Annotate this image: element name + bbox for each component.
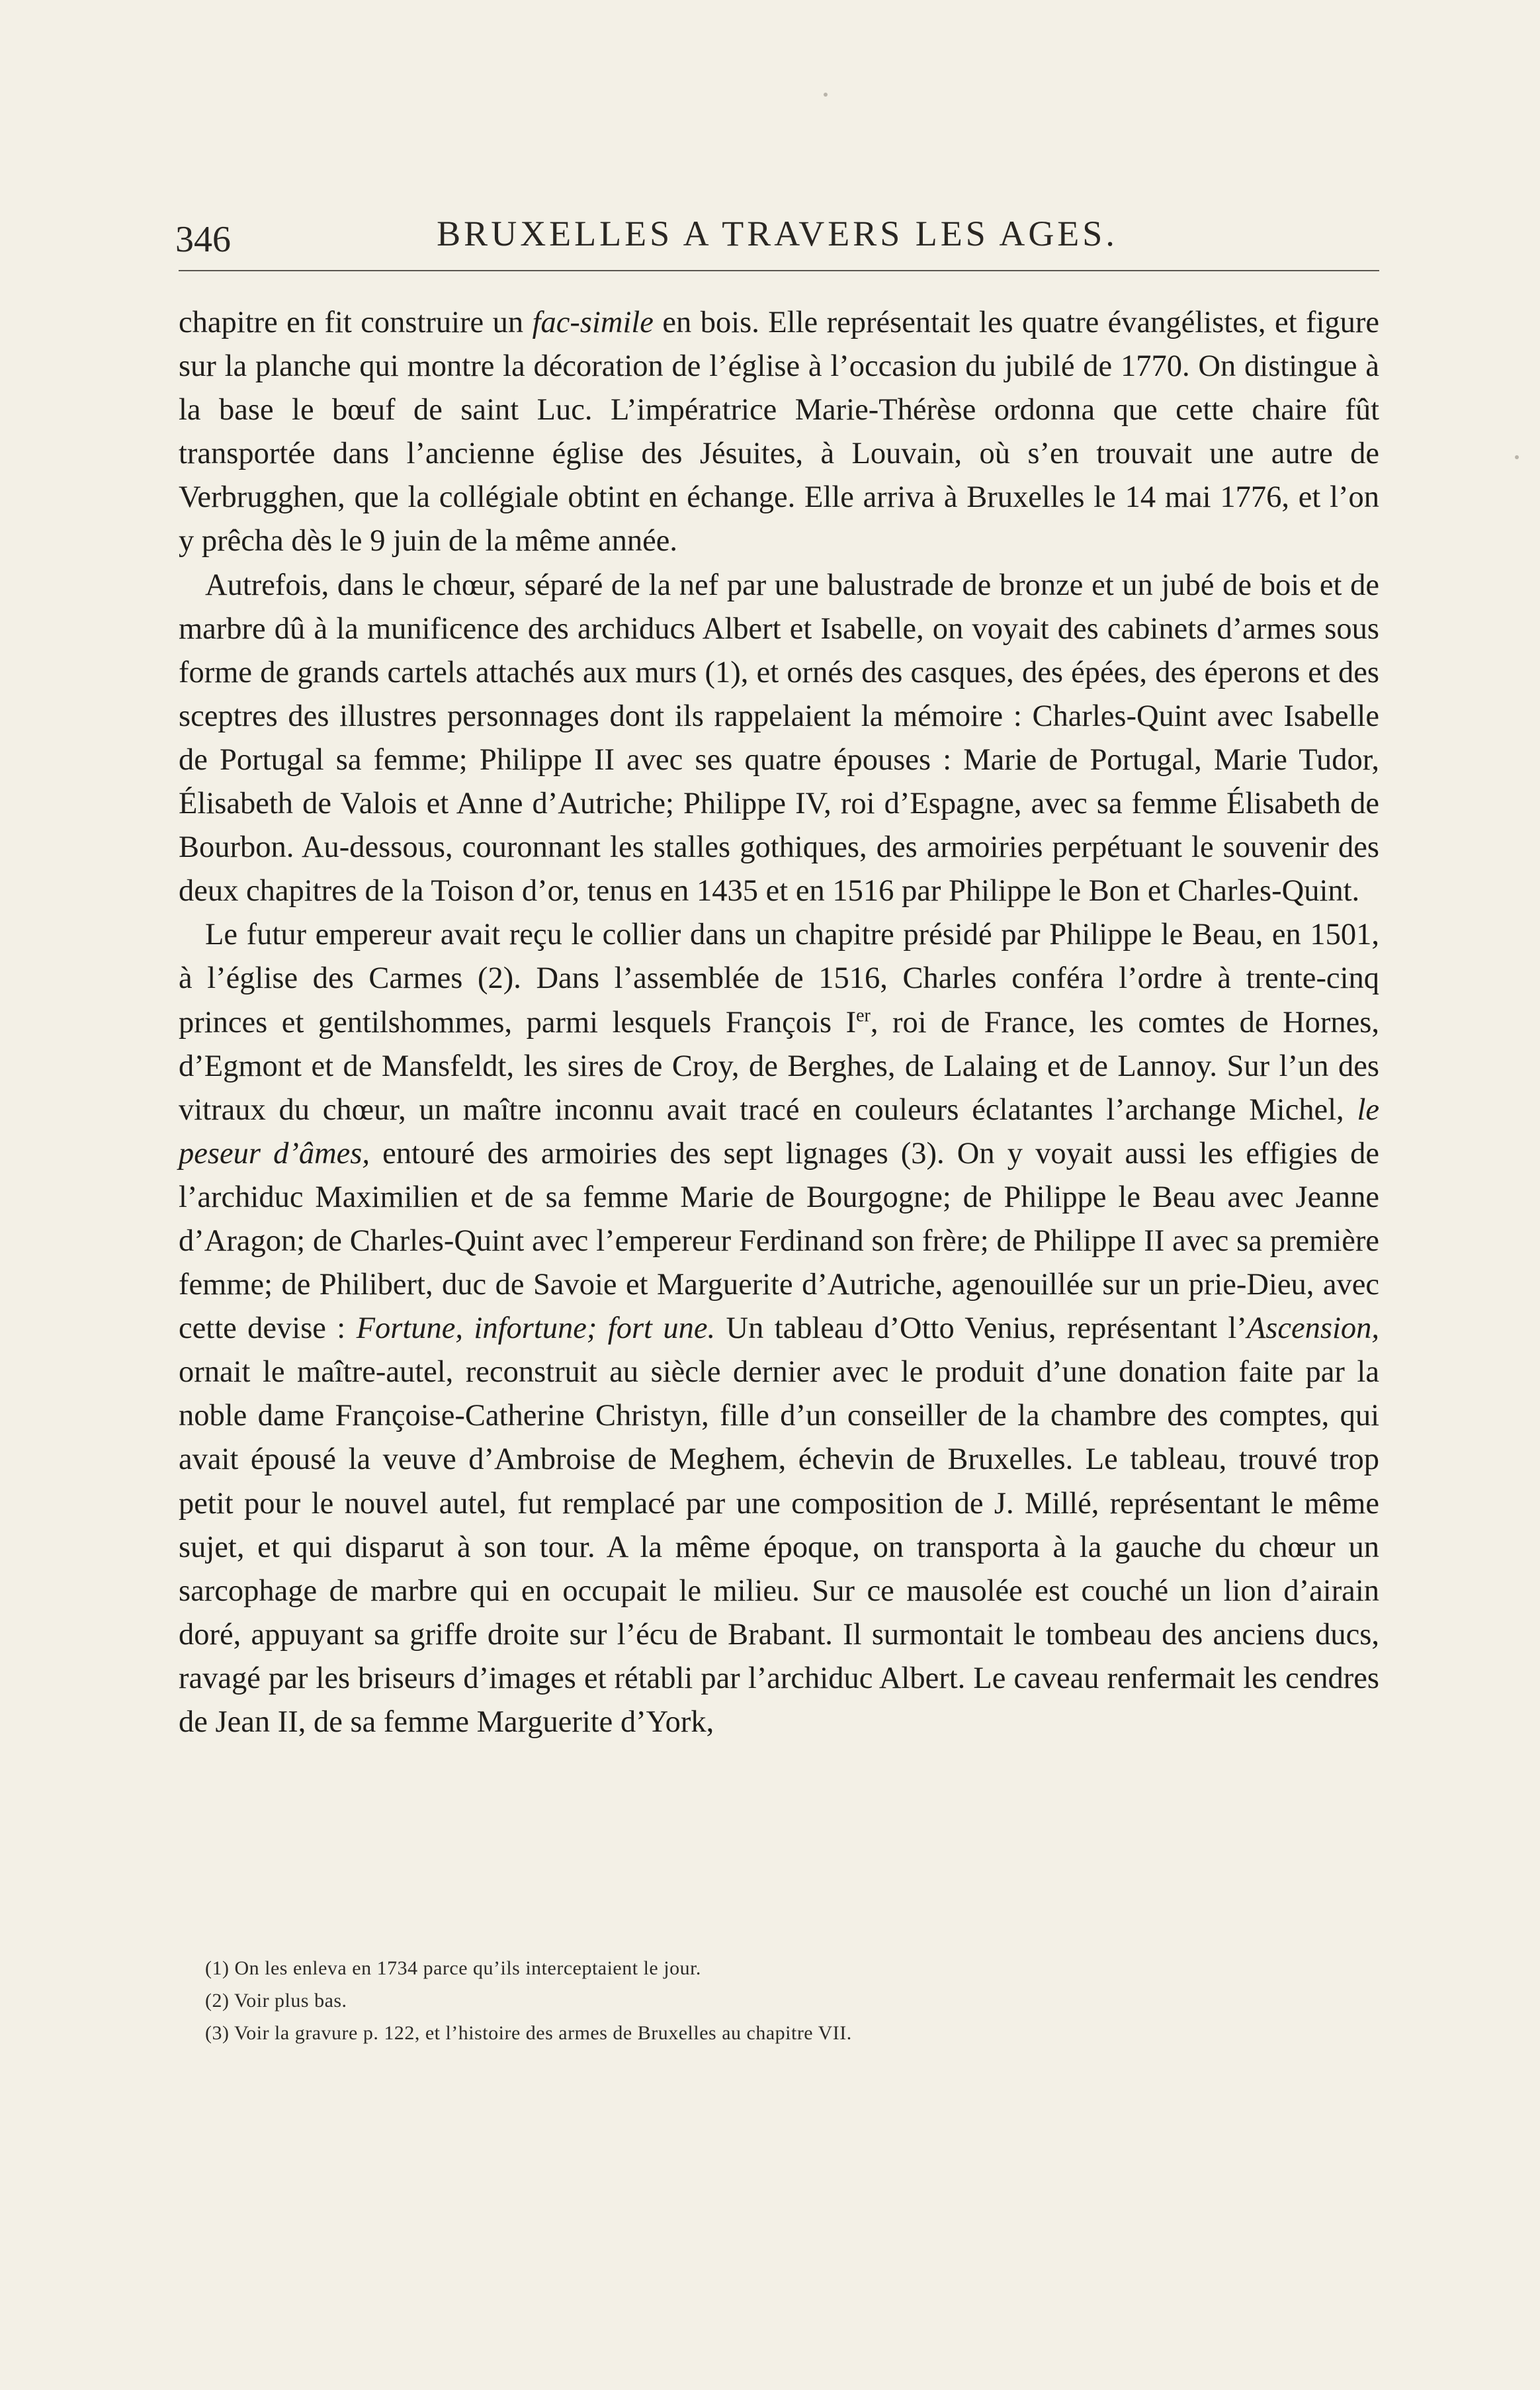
p3-text-f: Un tableau d’Otto Venius, représentant l’ — [715, 1311, 1247, 1346]
p3-superscript: er — [856, 1005, 871, 1026]
p3-text-a: Le futur empereur avait reçu le collier dans un chapitre présidé par Philippe le Beau, en 1501, à l’église des Carmes (2). Dans l’assemblée de 1516, Charles conféra l’ordre à trente-cinq princes et gentilshommes, parmi lesquels François I — [179, 918, 1379, 1040]
paper-speck — [824, 93, 828, 97]
p1-italic-fac-simile: fac-simile — [532, 306, 654, 339]
footnote-1: (1) On les enleva en 1734 parce qu’ils interceptaient le jour. — [205, 1957, 701, 1979]
footnotes — [205, 1952, 1197, 2049]
paragraph-1 — [179, 301, 1379, 564]
p1-text-c: en bois. Elle représentait les quatre évangélistes, et figure sur la planche qui montre la décoration de l’église à l’occasion du jubilé de 1770. On distingue à la base le bœuf de saint Luc. L’impératrice Marie-Thérèse ordonna que cette chaire fût transportée dans l’ancienne église des Jésuites, à Louvain, où s’en trouvait une autre de Verbrugghen, que la collégiale obtint en échange. Elle arriva à Bruxelles le 14 mai 1776, et l’on y prêcha dès le 9 juin de la même année. — [179, 306, 1379, 558]
paper-speck — [1515, 455, 1519, 459]
p3-italic-ascension: Ascension, — [1246, 1311, 1380, 1346]
page-header — [175, 199, 1379, 271]
footnote-3: (3) Voir la gravure p. 122, et l’histoire des armes de Bruxelles au chapitre VII. — [205, 2022, 852, 2044]
p3-italic-devise: Fortune, infortune; fort une. — [356, 1311, 716, 1346]
body-text — [179, 301, 1379, 1744]
paragraph-3 — [179, 913, 1379, 1744]
running-title: BRUXELLES A TRAVERS LES AGES. — [437, 214, 1118, 253]
p3-text-d: entouré des armoiries des sept lignages (3). On y voyait aussi les effigies de l’archiduc Maximilien et de sa femme Marie de Bourgogne; de Philippe le Beau avec Jeanne d’Aragon; de Charles-Quint avec l’empereur Ferdinand son frère; de Philippe II avec sa première femme; de Philibert, duc de Savoie et Marguerite d’Autriche, agenouillée sur un prie-Dieu, avec cette devise : — [179, 1136, 1379, 1346]
header-rule — [179, 270, 1379, 271]
p1-text-a: chapitre en fit construire un — [179, 306, 533, 339]
p3-italic-peseur: le peseur d’âmes, — [179, 1092, 1379, 1171]
footnote-2: (2) Voir plus bas. — [205, 1990, 347, 2012]
p3-text-h: ornait le maître-autel, reconstruit au siècle dernier avec le produit d’une donation faite par la noble dame Françoise-Catherine Christyn, fille d’un conseiller de la chambre des comptes, qui avait épousé la veuve d’Ambroise de Meghem, échevin de Bruxelles. Le tableau, trouvé trop petit pour le nouvel autel, fut remplacé par une composition de J. Millé, représentant le même sujet, et qui disparut à son tour. A la même époque, on transporta à la gauche du chœur un sarcophage de marbre qui en occupait le milieu. Sur ce mausolée est couché un lion d’airain doré, appuyant sa griffe droite sur l’écu de Brabant. Il surmontait le tombeau des anciens ducs, ravagé par les briseurs d’images et rétabli par l’archiduc Albert. Le caveau renfermait les cendres de Jean II, de sa femme Marguerite d’York, — [179, 1355, 1379, 1739]
paragraph-2: Autrefois, dans le chœur, séparé de la nef par une balustrade de bronze et un jubé de bois et de marbre dû à la munificence des archiducs Albert et Isabelle, on voyait des cabinets d’armes sous forme de grands cartels attachés aux murs (1), et ornés des casques, des épées, des éperons et des sceptres des illustres personnages dont ils rappelaient la mémoire : Charles-Quint avec Isabelle de Portugal sa femme; Philippe II avec ses quatre épouses : Marie de Portugal, Marie Tudor, Élisabeth de Valois et Anne d’Autriche; Philippe IV, roi d’Espagne, avec sa femme Élisabeth de Bourbon. Au-dessous, couronnant les stalles gothiques, des armoiries perpétuant le souvenir des deux chapitres de la Toison d’or, tenus en 1435 et en 1516 par Philippe le Bon et Charles-Quint. — [179, 568, 1379, 908]
p3-text-b: , roi de France, les comtes de Hornes, d’Egmont et de Mansfeldt, les sires de Croy, de Berghes, de Lalaing et de Lannoy. Sur l’un des vitraux du chœur, un maître inconnu avait tracé en couleurs éclatantes l’archange Michel, — [179, 1005, 1379, 1127]
page-number: 346 — [175, 219, 231, 260]
